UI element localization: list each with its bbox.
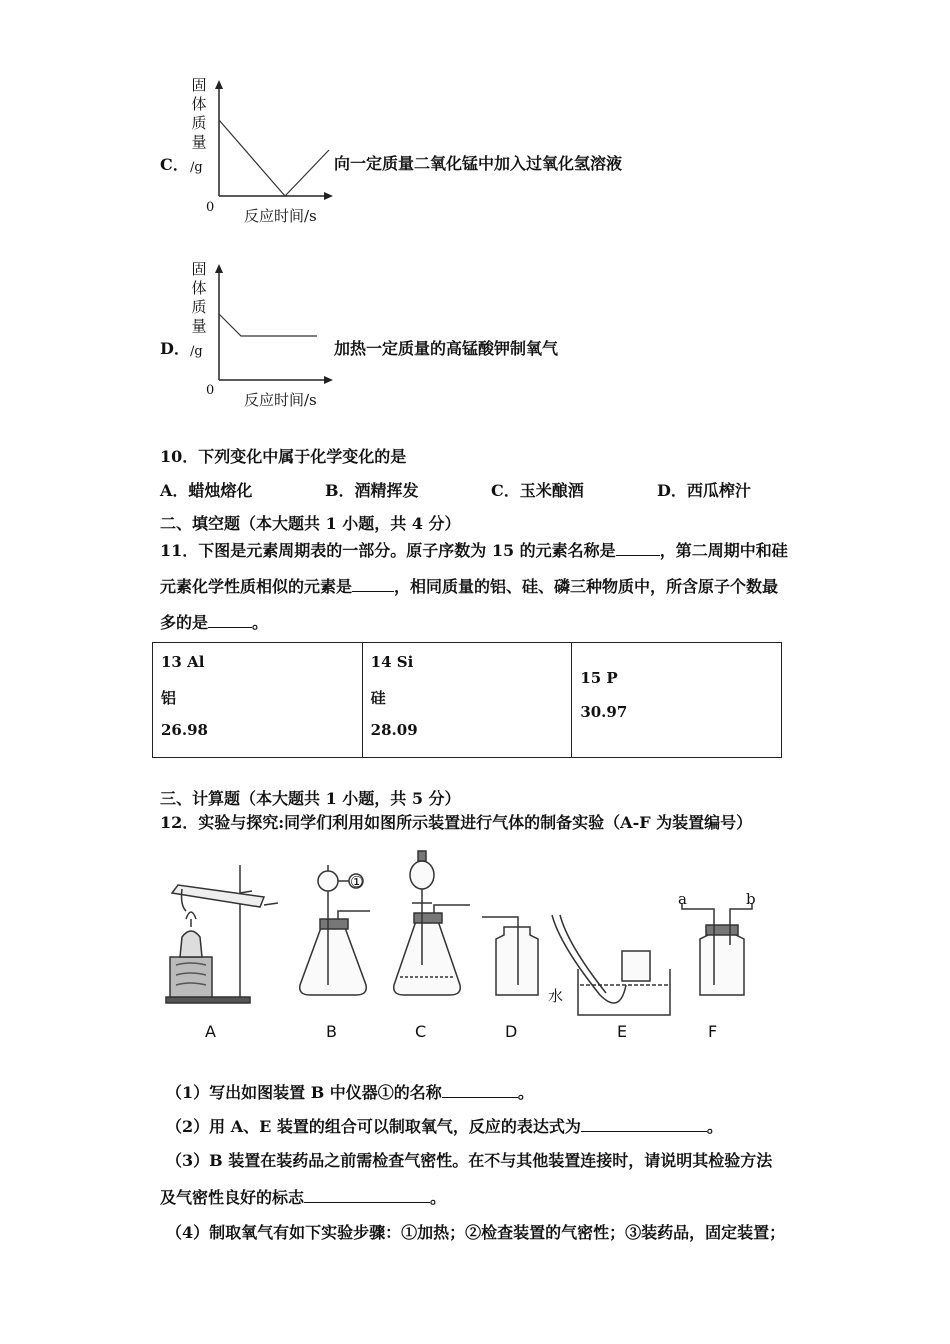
q12-text: 。 [706, 1117, 723, 1136]
graph-c-xlabel: 反应时间/s [244, 207, 317, 225]
q12-text: 。 [517, 1083, 534, 1102]
q11-line3 [160, 610, 268, 633]
answer-blank[interactable] [581, 1117, 707, 1132]
element-mass: 26.98 [161, 721, 208, 739]
element-cell-p [572, 643, 782, 758]
section-3-heading: 三、计算题（本大题共 1 小题，共 5 分） [160, 789, 461, 808]
periodic-table-fragment [152, 642, 782, 758]
graph-c-origin: 0 [206, 200, 215, 215]
graph-c-plot [205, 80, 335, 200]
q12-sub3-line1: （3）B 装置在装药品之前需检查气密性。在不与其他装置连接时，请说明其检验方法 [166, 1151, 773, 1170]
apparatus-a [166, 865, 278, 1003]
ylabel-char: 体 [191, 95, 207, 113]
element-cell-si [362, 643, 572, 758]
graph-c-description: 向一定质量二氧化锰中加入过氧化氢溶液 [334, 154, 623, 173]
graph-d-yunit: /g [190, 344, 203, 359]
q11-text: ，相同质量的铝、硅、磷三种物质中，所含原子个数最 [394, 577, 779, 596]
element-mass: 28.09 [370, 721, 418, 739]
water-label: 水 [548, 987, 564, 1005]
apparatus-label-d: D [505, 1022, 518, 1041]
q12-text: 及气密性良好的标志 [160, 1188, 305, 1207]
q11-text: 。 [252, 613, 269, 632]
ylabel-char: 固 [191, 76, 207, 94]
element-number-symbol: 13 Al [161, 653, 205, 671]
element-mass: 30.97 [580, 703, 628, 721]
ylabel-char: 体 [191, 279, 207, 297]
graph-c-curve [219, 120, 329, 196]
apparatus-e [552, 915, 670, 1015]
graph-d-plot [205, 264, 335, 384]
q10-option-c: C．玉米酿酒 [491, 481, 584, 500]
graph-d-x-arrow [324, 376, 333, 384]
q11-text: 11．下图是元素周期表的一部分。原子序数为 15 的元素名称是 [160, 541, 616, 560]
element-name: 铝 [161, 689, 177, 707]
q11-text: 多的是 [160, 613, 209, 632]
q10-option-b: B．酒精挥发 [325, 481, 419, 500]
option-d-label: D． [160, 339, 190, 358]
answer-blank[interactable] [304, 1188, 430, 1203]
q11-line1 [160, 538, 788, 561]
q11-text: 元素化学性质相似的元素是 [160, 577, 353, 596]
ylabel-char: 质 [191, 114, 207, 132]
graph-d-y-arrow [215, 264, 223, 273]
q12-sub4: （4）制取氧气有如下实验步骤：①加热；②检查装置的气密性；③装药品，固定装置； [166, 1223, 786, 1242]
port-b-label: b [746, 890, 756, 908]
apparatus-label-b: B [326, 1022, 337, 1041]
apparatus-label-c: C [415, 1022, 427, 1041]
element-cell-al [153, 643, 363, 758]
q12-sub3-line2 [160, 1185, 446, 1208]
q10-stem: 10．下列变化中属于化学变化的是 [160, 447, 407, 466]
marker-1-label: ① [350, 873, 364, 891]
graph-d-xlabel: 反应时间/s [244, 391, 317, 409]
ylabel-char: 固 [191, 260, 207, 278]
graph-d-description: 加热一定质量的高锰酸钾制氧气 [334, 339, 559, 358]
q12-text: （1）写出如图装置 B 中仪器①的名称 [166, 1083, 442, 1102]
port-a-label: a [678, 890, 687, 908]
option-c-label: C． [160, 155, 189, 174]
q12-text: （2）用 A、E 装置的组合可以制取氧气，反应的表达式为 [166, 1117, 581, 1136]
apparatus-d [482, 917, 538, 995]
graph-c-yunit: /g [190, 160, 203, 175]
element-number-symbol: 14 Si [370, 653, 414, 671]
q10-option-a: A．蜡烛熔化 [160, 481, 253, 500]
section-2-heading: 二、填空题（本大题共 1 小题，共 4 分） [160, 514, 461, 533]
element-number-symbol: 15 P [580, 669, 618, 687]
q12-sub2 [166, 1114, 723, 1137]
answer-blank[interactable] [442, 1083, 518, 1098]
apparatus-label-f: F [708, 1022, 718, 1041]
apparatus-label-e: E [617, 1022, 628, 1041]
element-name: 硅 [370, 689, 386, 707]
graph-c-x-arrow [324, 192, 333, 200]
answer-blank[interactable] [352, 577, 394, 592]
q11-text: ，第二周期中和硅 [659, 541, 788, 560]
answer-blank[interactable] [616, 541, 660, 556]
ylabel-char: 量 [191, 133, 207, 151]
graph-d-origin: 0 [206, 383, 215, 398]
answer-blank[interactable] [208, 613, 252, 628]
q12-text: 。 [430, 1188, 447, 1207]
graph-d-curve [219, 314, 317, 336]
lab-apparatus-figure [160, 845, 760, 1020]
q12-sub1 [166, 1080, 534, 1103]
q10-option-d: D．西瓜榨汁 [657, 481, 751, 500]
q11-line2 [160, 574, 778, 597]
apparatus-label-a: A [205, 1022, 216, 1041]
q12-stem: 12．实验与探究:同学们利用如图所示装置进行气体的制备实验（A-F 为装置编号） [160, 813, 753, 832]
ylabel-char: 量 [191, 317, 207, 335]
ylabel-char: 质 [191, 298, 207, 316]
apparatus-c [394, 851, 470, 995]
graph-c-y-arrow [215, 80, 223, 89]
apparatus-f [682, 903, 752, 995]
